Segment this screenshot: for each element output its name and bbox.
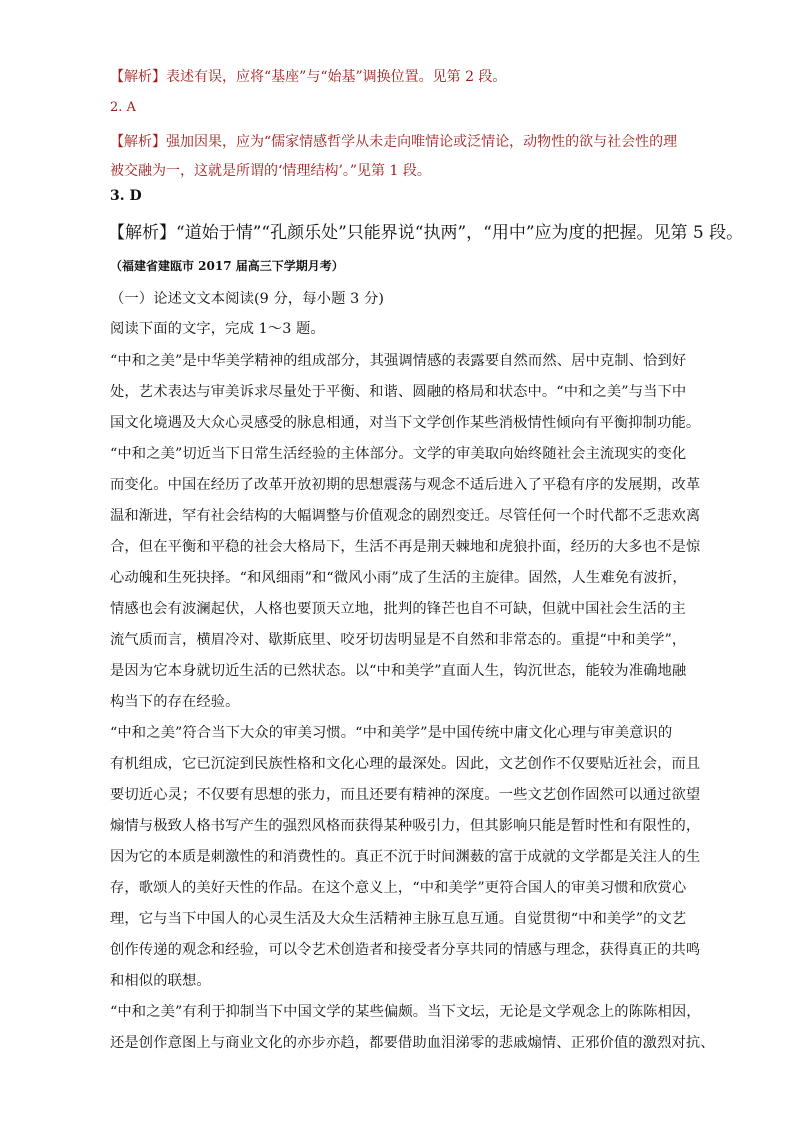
paragraph-line: 因为它的本质是刺激性的和消费性的。真正不沉于时间渊薮的富于成就的文学都是关注人的生 bbox=[110, 849, 701, 865]
paragraph-line: 要切近心灵；不仅要有思想的张力，而且还要有精神的深度。一些文艺创作固然可以通过欲望 bbox=[110, 787, 701, 803]
paragraph-line: 构当下的存在经验。 bbox=[110, 694, 240, 710]
paragraph-line: “中和之美”有利于抑制当下中国文学的某些偏颇。当下文坛，无论是文学观念上的陈陈相因， bbox=[110, 1004, 701, 1020]
paragraph-line: 心动魄和生死抉择。“和风细雨”和“微风小雨”成了生活的主旋律。固然，人生难免有波折， bbox=[110, 570, 687, 586]
paragraph-line: 和相似的联想。 bbox=[110, 973, 211, 989]
paragraph-line: 温和渐进，罕有社会结构的大幅调整与价值观念的剧烈变迁。尽管任何一个时代都不乏悲欢离 bbox=[110, 508, 701, 524]
answer-1-explanation: 【解析】表述有误，应将“基座”与“始基”调换位置。见第 2 段。 bbox=[110, 69, 507, 85]
section-title: （一）论述文文本阅读(9 分，每小题 3 分) bbox=[110, 291, 385, 307]
paragraph-line: 流气质而言，横眉冷对、歇斯底里、咬牙切齿明显是不自然和非常态的。重提“中和美学”， bbox=[110, 632, 687, 648]
paragraph-line: 煽情与极致人格书写产生的强烈风格而获得某种吸引力，但其影响只能是暂时性和有限性的， bbox=[110, 818, 701, 834]
paragraph-line: “中和之美”是中华美学精神的组成部分，其强调情感的表露要自然而然、居中克制、恰到好 bbox=[110, 353, 687, 369]
paragraph-line: 情感也会有波澜起伏，人格也要顶天立地，批判的锋芒也自不可缺，但就中国社会生活的主 bbox=[110, 601, 686, 617]
answer-2-label: 2. A bbox=[110, 100, 136, 115]
answer-2-explanation-line-1: 【解析】强加因果，应为“儒家情感哲学从未走向唯情论或泛情论，动物性的欲与社会性的理 bbox=[110, 134, 678, 150]
paragraph-line: 合，但在平衡和平稳的社会大格局下，生活不再是荆天棘地和虎狼扑面，经历的大多也不是惊 bbox=[110, 539, 701, 555]
answer-3-explanation: 【解析】“道始于情”“孔颜乐处”只能界说“执两”，“用中”应为度的把握。见第 5 段。 bbox=[108, 223, 744, 243]
paragraph-line: 处，艺术表达与审美诉求尽量处于平衡、和谐、圆融的格局和状态中。“中和之美”与当下中 bbox=[110, 384, 687, 400]
paragraph-line: 有机组成，它已沉淀到民族性格和文化心理的最深处。因此，文艺创作不仅要贴近社会，而且 bbox=[110, 756, 701, 772]
source-note: （福建省建瓯市 2017 届高三下学期月考） bbox=[110, 259, 344, 273]
paragraph-line: 而变化。中国在经历了改革开放初期的思想震荡与观念不适后进入了平稳有序的发展期，改革 bbox=[110, 477, 701, 493]
paragraph-line: “中和之美”切近当下日常生活经验的主体部分。文学的审美取向始终随社会主流现实的变化 bbox=[110, 446, 687, 462]
paragraph-line: “中和之美”符合当下大众的审美习惯。“中和美学”是中国传统中庸文化心理与审美意识的 bbox=[110, 725, 673, 741]
answer-2-explanation-line-2: 被交融为一，这就是所谓的‘情理结构’。”见第 1 段。 bbox=[110, 163, 431, 179]
paragraph-line: 存，歌颂人的美好天性的作品。在这个意义上，“中和美学”更符合国人的审美习惯和欣赏心 bbox=[110, 880, 687, 896]
paragraph-line: 理，它与当下中国人的心灵生活及大众生活精神主脉互息互通。自觉贯彻“中和美学”的文艺 bbox=[110, 911, 687, 927]
answer-3-label: 3. D bbox=[110, 188, 142, 204]
instruction: 阅读下面的文字，完成 1～3 题。 bbox=[110, 321, 325, 337]
paragraph-line: 创作传递的观念和经验，可以令艺术创造者和接受者分享共同的情感与理念，获得真正的共鸣 bbox=[110, 942, 701, 958]
paragraph-line: 国文化境遇及大众心灵感受的脉息相通，对当下文学创作某些消极情性倾向有平衡抑制功能。 bbox=[110, 415, 701, 431]
paragraph-line: 是因为它本身就切近生活的已然状态。以“中和美学”直面人生，钩沉世态，能较为准确地融 bbox=[110, 663, 687, 679]
paragraph-line: 还是创作意图上与商业文化的亦步亦趋，都要借助血泪涕零的悲戚煽情、正邪价值的激烈对抗、 bbox=[110, 1035, 715, 1051]
